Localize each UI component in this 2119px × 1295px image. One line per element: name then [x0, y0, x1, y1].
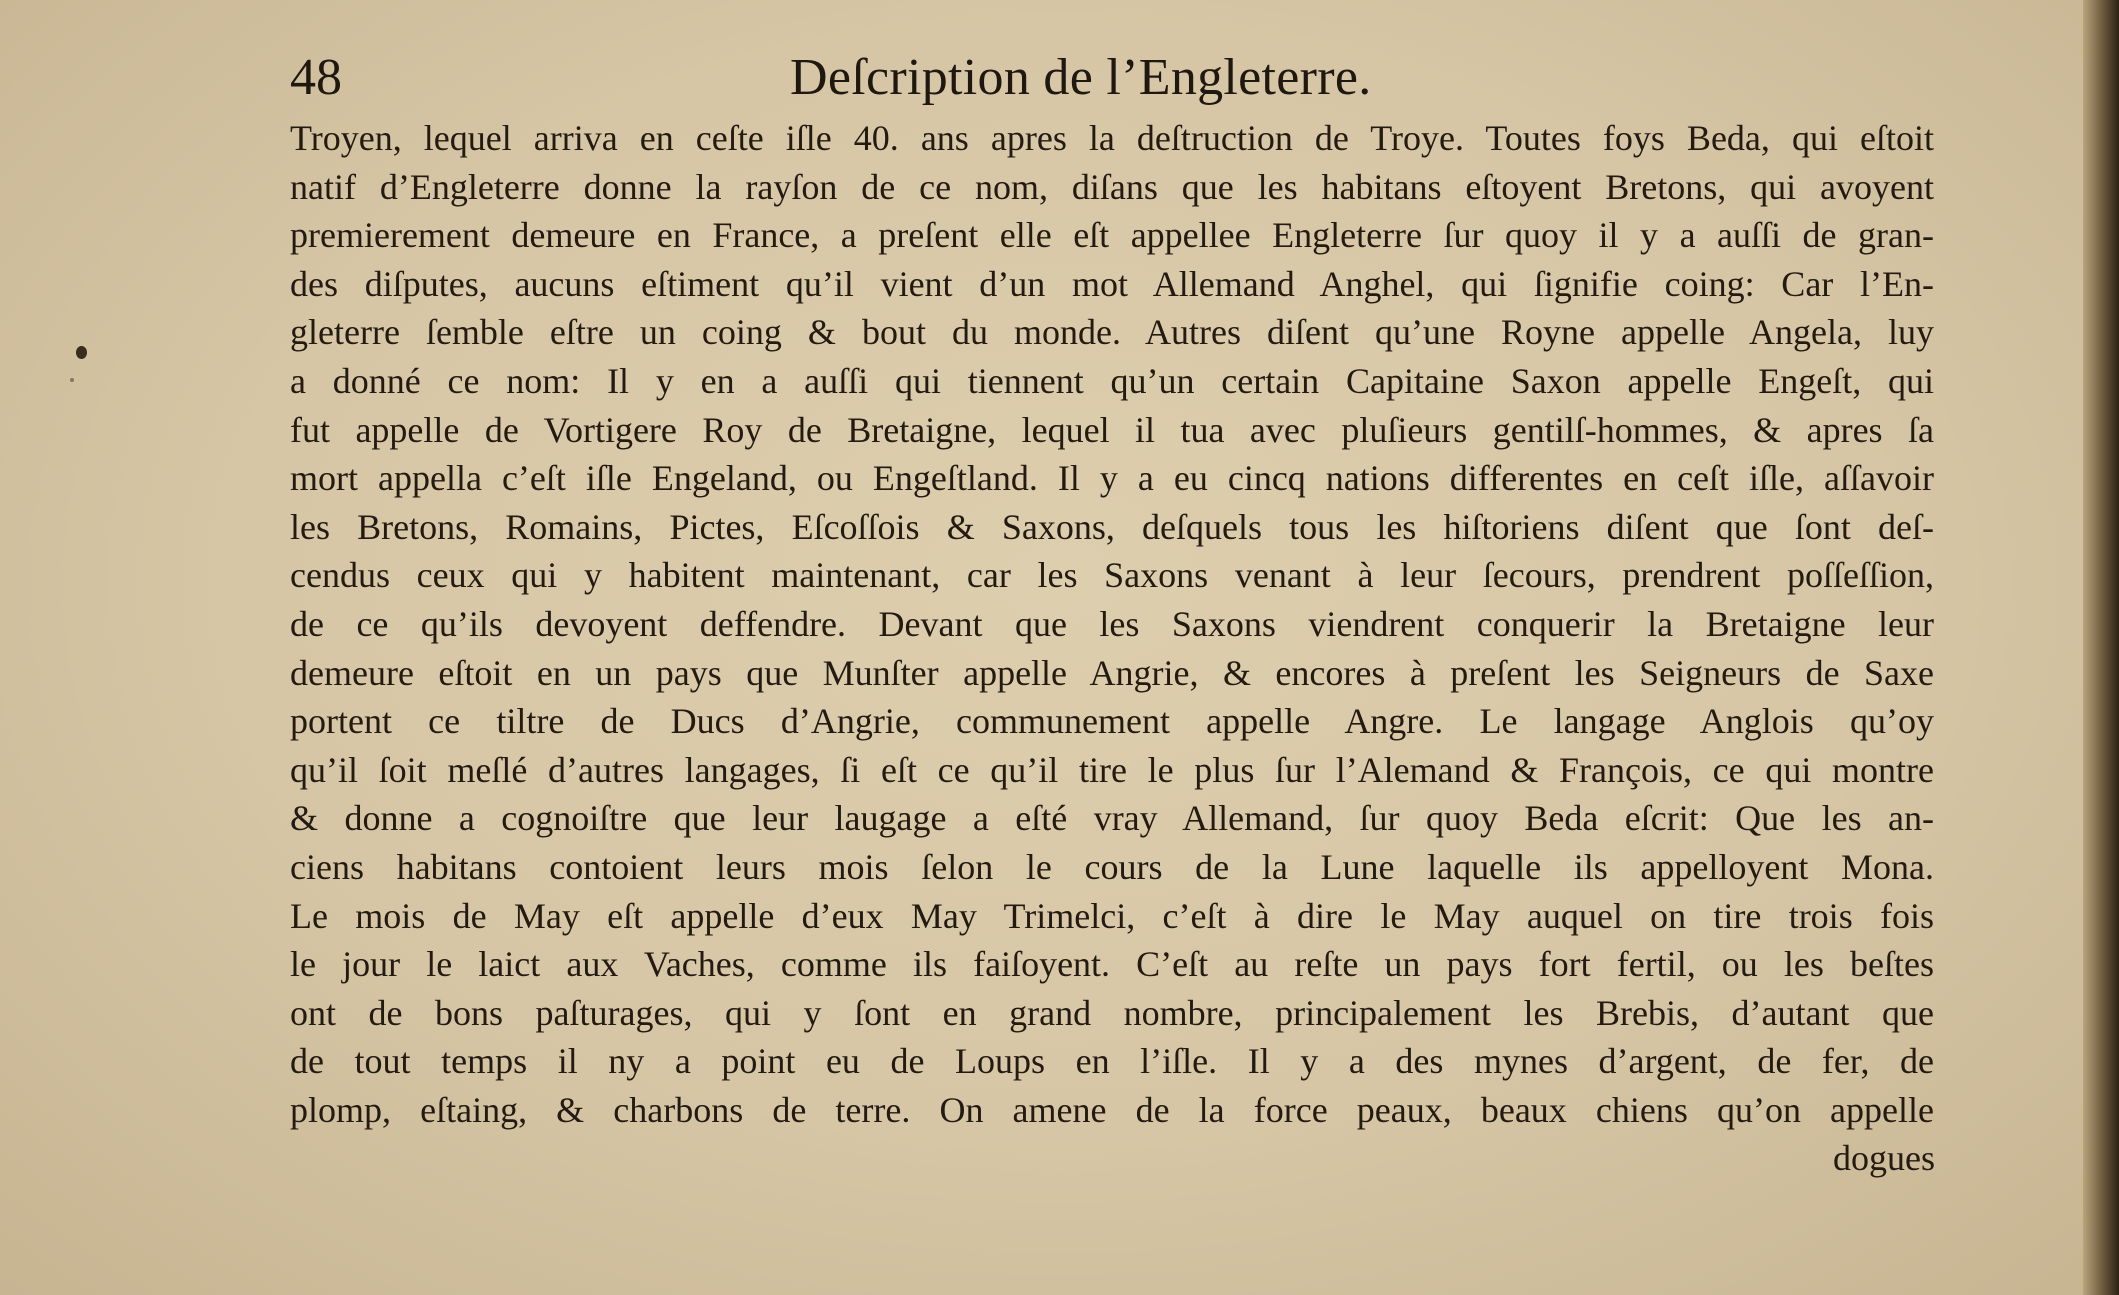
- text-line: mort appella c’eſt iſle Engeland, ou Engeſtland. Il y a eu cincq nations differentes en ceſt iſle, aſſavoir: [290, 458, 1934, 499]
- text-line: ciens habitans contoient leurs mois ſelon le cours de la Lune laquelle ils appelloyent Mona.: [290, 846, 1934, 887]
- page-number: 48: [290, 49, 342, 106]
- text-line: portent ce tiltre de Ducs d’Angrie, communement appelle Angre. Le langage Anglois qu’oy: [290, 701, 1934, 742]
- text-line: natif d’Engleterre donne la rayſon de ce nom, diſans que les habitans eſtoyent Bretons, qui avoyent: [290, 166, 1934, 207]
- text-line: Troyen, lequel arriva en ceſte iſle 40. ans apres la deſtruction de Troye. Toutes foys Beda, qui eſtoit: [290, 118, 1934, 158]
- text-line: qu’il ſoit meſlé d’autres langages, ſi eſt ce qu’il tire le plus ſur l’Alemand & François, ce qui montre: [290, 749, 1934, 790]
- ink-speck: [70, 378, 74, 382]
- text-line: Le mois de May eſt appelle d’eux May Trimelci, c’eſt à dire le May auquel on tire trois fois: [290, 895, 1934, 936]
- running-title: Deſcription de l’Engleterre.: [790, 49, 1372, 106]
- text-line: ont de bons paſturages, qui y ſont en grand nombre, principalement les Brebis, d’autant que: [290, 992, 1934, 1033]
- page-edge: [2083, 0, 2119, 1295]
- text-line: le jour le laict aux Vaches, comme ils faiſoyent. C’eſt au reſte un pays fort fertil, ou les beſtes: [290, 944, 1934, 985]
- text-line: fut appelle de Vortigere Roy de Bretaigne, lequel il tua avec pluſieurs gentilſ-hommes, & apres ſa: [290, 409, 1934, 450]
- text-line: plomp, eſtaing, & charbons de terre. On amene de la force peaux, beaux chiens qu’on appelle: [290, 1089, 1934, 1130]
- text-line: de ce qu’ils devoyent deffendre. Devant que les Saxons viendrent conquerir la Bretaigne leur: [290, 603, 1934, 644]
- catchword: dogues: [1833, 1138, 1935, 1178]
- body-text: [290, 114, 1934, 1134]
- text-line: & donne a cognoiſtre que leur laugage a eſté vray Allemand, ſur quoy Beda eſcrit: Que les an-: [290, 798, 1934, 839]
- text-line: demeure eſtoit en un pays que Munſter appelle Angrie, & encores à preſent les Seigneurs de Saxe: [290, 652, 1934, 693]
- page-header: [290, 40, 1940, 110]
- text-line: gleterre ſemble eſtre un coing & bout du monde. Autres diſent qu’une Royne appelle Angela, luy: [290, 312, 1934, 353]
- ink-spot: [76, 346, 87, 359]
- text-line: a donné ce nom: Il y en a auſſi qui tiennent qu’un certain Capitaine Saxon appelle Engeſt, qui: [290, 360, 1934, 401]
- text-line: les Bretons, Romains, Pictes, Eſcoſſois & Saxons, deſquels tous les hiſtoriens diſent que ſont deſ-: [290, 506, 1934, 547]
- text-line: des diſputes, aucuns eſtiment qu’il vient d’un mot Allemand Anghel, qui ſignifie coing: Car l’En-: [290, 263, 1934, 304]
- text-line: premierement demeure en France, a preſent elle eſt appellee Engleterre ſur quoy il y a auſſi de gran-: [290, 215, 1934, 256]
- text-line: de tout temps il ny a point eu de Loups en l’iſle. Il y a des mynes d’argent, de fer, de: [290, 1041, 1934, 1082]
- text-line: cendus ceux qui y habitent maintenant, car les Saxons venant à leur ſecours, prendrent poſſeſſion,: [290, 555, 1934, 596]
